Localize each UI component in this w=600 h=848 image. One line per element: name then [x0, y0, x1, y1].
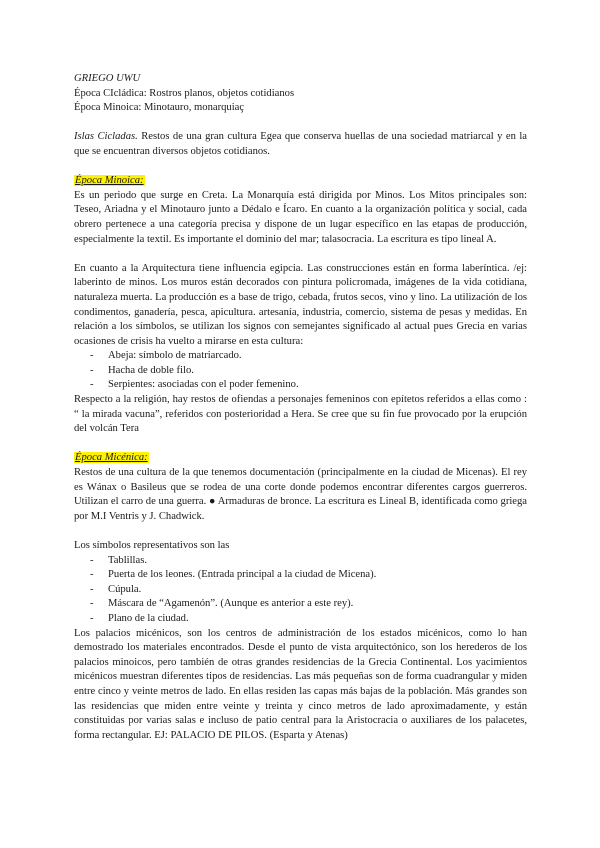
list-item: - Cúpula. — [90, 583, 527, 598]
islas-label: Islas Cicladas. — [74, 131, 138, 143]
minoica-heading: Época Minoica: — [75, 175, 144, 187]
micenica-heading: Época Micénica: — [75, 452, 148, 464]
list-item: - Serpientes: asociadas con el poder femenino. — [90, 378, 527, 393]
minoica-paragraph-3: Respecto a la religión, hay restos de ofiendas a personajes femeninos con epítetos referidos a ellas como : “ la mirada vacuna”, referidos con posterioridad a Hera. Se cree que su fin fue provocado por la erupción del volcán Tera — [74, 394, 527, 435]
micenica-symbol-list — [74, 554, 527, 627]
line-minoica: Época Minoica: Minotauro, monarquiaç — [74, 102, 245, 114]
list-item: - Abeja: símbolo de matriarcado. — [90, 349, 527, 364]
list-item: - Tablillas. — [90, 554, 527, 569]
micenica-paragraph-2: Los palacios micénicos, son los centros de administración de los estados micénicos, como lo han demostrado los materiales encontrados. Desde el punto de vista arquitectónico, son los herederos de los palacios minoicos, pero también de otras grandes residencias de la Grecia Continental. Los yacimientos micénicos muestran diferentes tipos de residencias. Las más pequeñas son de forma cuadrangular y miden entre cinco y veinte metros de lado. En ellas residen las capas más bajas de la población. Más grandes son las residencias que miden entre veinte y treinta y cinco metros de lado aproximadamente, y están constituidas por varias salas e incluso de patio central para la Aristocracia o auxiliares de los palacetes, forma rectangular. EJ: PALACIO DE PILOS. (Esparta y Atenas) — [74, 627, 527, 741]
micenica-symbols-intro: Los símbolos representativos son las — [74, 540, 230, 551]
line-ciclada: Época CIcládica: Rostros planos, objetos cotidianos — [74, 87, 295, 99]
islas-text: Restos de una gran cultura Egea que conserva huellas de una sociedad matriarcal y en la que se encuentran diversos objetos cotidianos. — [74, 131, 527, 157]
document-title: GRIEGO UWU — [74, 73, 141, 84]
islas-paragraph — [74, 130, 527, 159]
minoica-symbol-list — [74, 349, 527, 393]
minoica-paragraph-1: Es un periodo que surge en Creta. La Monarquía está dirigida por Minos. Los Mitos principales son: Teseo, Ariadna y el Minotauro junto a Dédalo e Ícaro. En cuanto a la organización política y social, cada obrero pertenece a una categoría precisa y dispone de un lugar específico en las etapas de producción, especialmente la textil. Es importante el dominio del mar; talasocracia. La escritura es tipo lineal A. — [74, 189, 527, 245]
list-item: - Máscara de “Agamenón”. (Aunque es anterior a este rey). — [90, 597, 527, 612]
list-item: - Plano de la ciudad. — [90, 612, 527, 627]
list-item: - Puerta de los leones. (Entrada principal a la ciudad de Micena). — [90, 568, 527, 583]
minoica-paragraph-2: En cuanto a la Arquitectura tiene influencia egipcia. Las construcciones están en forma laberíntica. /ej: laberinto de minos. Los muros están decorados con pintura policromada, imágenes de la vida cotidiana, naturaleza muerta. La producción es a base de trigo, cebada, frutos secos, vino y lino. La utilización de los condimentos, ganadería, pesca, apicultura. artesanía, industria, comercio, sistema de pesas y medidas. En relación a los símbolos, se utilizan los signos con semejantes significado al actual pues Grecia en varias ocasiones de crisis ha vuelto a mirarse en esta cultura: — [74, 262, 527, 347]
section-heading-minoica — [74, 174, 527, 189]
section-heading-micenica — [74, 451, 527, 466]
micenica-paragraph-1: Restos de una cultura de la que tenemos documentación (principalmente en la ciudad de Micenas). El rey es Wánax o Basileus que se rodea de una corte donde podemos encontrar diferentes cargos guerreros. Utilizan el carro de una guerra. ● Armaduras de bronce. La escritura es Lineal B, identificada como griega por M.I Ventris y J. Chadwick. — [74, 467, 527, 522]
list-item: - Hacha de doble filo. — [90, 364, 527, 379]
